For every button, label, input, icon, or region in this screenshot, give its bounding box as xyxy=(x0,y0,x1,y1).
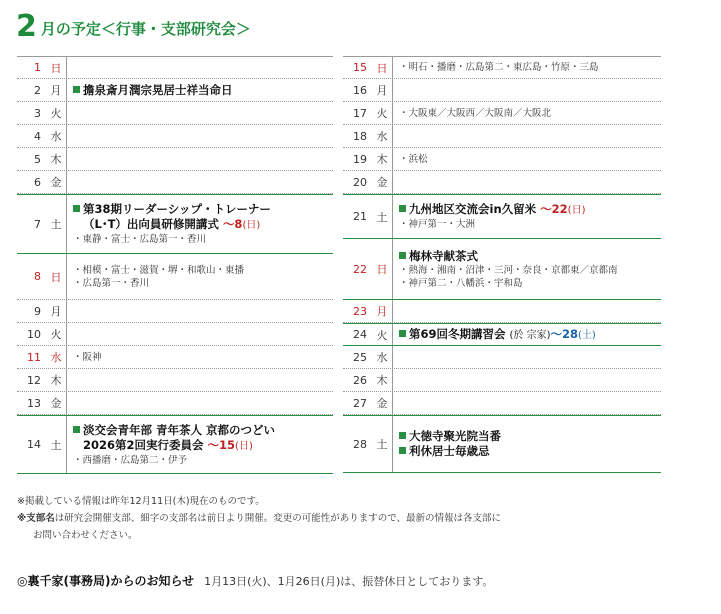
branch-list: ・浜松 xyxy=(399,153,428,165)
date-cell: 7 土 xyxy=(17,195,67,253)
event-title: 淡交会青年部 青年茶人 京都のつどい xyxy=(73,423,333,438)
title-text: 月の予定＜行事・支部研究会＞ xyxy=(40,20,251,38)
date-cell: 2 月 xyxy=(17,79,67,101)
footnote-3: お問い合わせください。 xyxy=(33,530,138,541)
date-cell: 25 水 xyxy=(343,346,393,368)
day-row-18 xyxy=(343,125,661,148)
branch-list: ・広島第一・香川 xyxy=(73,277,150,289)
day-row-26 xyxy=(343,369,661,392)
event-bullet-icon xyxy=(399,205,406,212)
event-cell xyxy=(67,392,333,414)
event-cell xyxy=(67,195,333,253)
calendar-right-column xyxy=(343,56,661,473)
day-row-14 xyxy=(17,415,333,474)
date-cell: 28 土 xyxy=(343,416,393,472)
event-title: 第38期リーダーシップ・トレーナー xyxy=(73,202,333,217)
event-title: 擔泉斎月潤宗晃居士祥当命日 xyxy=(73,83,333,98)
event-cell xyxy=(393,57,661,78)
event-cell xyxy=(67,102,333,124)
branch-list: ・神戸第二・八幡浜・宇和島 xyxy=(399,277,523,289)
day-row-28 xyxy=(343,415,661,473)
day-row-3 xyxy=(17,102,333,125)
day-row-21 xyxy=(343,194,661,239)
branch-list: ・相模・富士・滋賀・堺・和歌山・東播 xyxy=(73,264,245,276)
event-cell xyxy=(67,125,333,147)
date-cell: 5 木 xyxy=(17,148,67,170)
day-row-1 xyxy=(17,56,333,79)
event-title-cont: 2026第2回実行委員会 ～15(日) xyxy=(83,437,253,452)
date-cell: 14 土 xyxy=(17,416,67,473)
branch-list: ・明石・播磨・広島第二・東広島・竹原・三島 xyxy=(399,62,599,73)
page-title xyxy=(16,6,251,42)
day-row-19 xyxy=(343,148,661,171)
day-row-27 xyxy=(343,392,661,415)
branch-list: ・東静・富士・広島第一・香川 xyxy=(73,234,207,245)
event-title: 利休居士毎歳忌 xyxy=(399,444,661,459)
title-month: 2 xyxy=(16,9,37,44)
event-cell xyxy=(67,346,333,368)
date-cell: 12 木 xyxy=(17,369,67,391)
event-bullet-icon xyxy=(73,205,80,212)
event-cell xyxy=(67,79,333,101)
notice-text: 1月13日(火)、1月26日(月)は、振替休日としております。 xyxy=(204,575,494,588)
branch-list: ・西播磨・広島第二・伊予 xyxy=(73,454,188,466)
day-row-24 xyxy=(343,323,661,346)
notice-heading: ◎裏千家(事務局)からのお知らせ xyxy=(17,574,195,588)
calendar-left-column xyxy=(17,56,333,474)
event-cell xyxy=(393,324,661,345)
date-cell: 11 水 xyxy=(17,346,67,368)
day-row-15 xyxy=(343,56,661,79)
event-bullet-icon xyxy=(399,252,406,259)
event-cell xyxy=(67,171,333,193)
office-notice xyxy=(17,572,493,589)
event-bullet-icon xyxy=(399,432,406,439)
day-row-25 xyxy=(343,346,661,369)
event-cell xyxy=(393,102,661,124)
date-cell: 18 水 xyxy=(343,125,393,147)
event-cell xyxy=(67,57,333,78)
day-row-17 xyxy=(343,102,661,125)
event-cell xyxy=(67,369,333,391)
branch-list: ・神戸第一・大洲 xyxy=(399,219,476,230)
date-cell: 13 金 xyxy=(17,392,67,414)
event-cell xyxy=(67,254,333,299)
day-row-11 xyxy=(17,346,333,369)
day-row-10 xyxy=(17,323,333,346)
date-cell: 16 月 xyxy=(343,79,393,101)
branch-list: ・大阪東／大阪西／大阪南／大阪北 xyxy=(399,107,552,119)
day-row-23 xyxy=(343,300,661,323)
event-cell xyxy=(393,195,661,238)
day-row-9 xyxy=(17,300,333,323)
date-cell: 3 火 xyxy=(17,102,67,124)
event-cell xyxy=(393,125,661,147)
event-cell xyxy=(393,392,661,414)
event-bullet-icon xyxy=(399,330,406,337)
branch-list: ・阪神 xyxy=(73,351,102,363)
day-row-4 xyxy=(17,125,333,148)
day-row-6 xyxy=(17,171,333,194)
date-cell: 8 日 xyxy=(17,254,67,299)
date-cell: 9 月 xyxy=(17,300,67,322)
date-cell: 17 火 xyxy=(343,102,393,124)
date-cell: 21 土 xyxy=(343,195,393,238)
event-bullet-icon xyxy=(399,447,406,454)
date-cell: 24 火 xyxy=(343,324,393,345)
event-cell xyxy=(393,148,661,170)
event-cell xyxy=(393,239,661,299)
footnote-1: ※掲載している情報は昨年12月11日(木)現在のものです。 xyxy=(17,496,265,507)
event-title: 大徳寺聚光院当番 xyxy=(399,429,661,444)
event-cell xyxy=(393,79,661,101)
day-row-8 xyxy=(17,254,333,300)
day-row-20 xyxy=(343,171,661,194)
event-bullet-icon xyxy=(73,426,80,433)
day-row-2 xyxy=(17,79,333,102)
day-row-7 xyxy=(17,194,333,254)
event-title-cont: （L･T）出向員研修開講式 ～8(日) xyxy=(83,217,261,231)
event-cell xyxy=(67,300,333,322)
event-title: 梅林寺献茶式 xyxy=(399,249,661,264)
footnotes xyxy=(17,493,501,544)
date-cell: 26 木 xyxy=(343,369,393,391)
event-cell xyxy=(67,416,333,473)
date-cell: 6 金 xyxy=(17,171,67,193)
date-cell: 23 月 xyxy=(343,300,393,322)
date-cell: 20 金 xyxy=(343,171,393,193)
event-cell xyxy=(393,300,661,322)
event-bullet-icon xyxy=(73,86,80,93)
date-cell: 15 日 xyxy=(343,57,393,78)
date-cell: 22 日 xyxy=(343,239,393,299)
event-title: 九州地区交流会in久留米 ～22(日) xyxy=(399,202,661,218)
day-row-12 xyxy=(17,369,333,392)
date-cell: 1 日 xyxy=(17,57,67,78)
event-cell xyxy=(393,416,661,472)
date-cell: 10 火 xyxy=(17,323,67,345)
date-cell: 19 木 xyxy=(343,148,393,170)
event-cell xyxy=(67,323,333,345)
date-cell: 4 水 xyxy=(17,125,67,147)
day-row-13 xyxy=(17,392,333,415)
event-cell xyxy=(393,369,661,391)
footnote-2: ※支部名は研究会開催支部、細字の支部名は前日より開催。変更の可能性がありますので、最新の情報は各支部に xyxy=(17,513,502,524)
event-cell xyxy=(67,148,333,170)
event-title: 第69回冬期講習会 (於 宗家)～28(土) xyxy=(399,327,661,343)
day-row-16 xyxy=(343,79,661,102)
date-cell: 27 金 xyxy=(343,392,393,414)
day-row-22 xyxy=(343,239,661,300)
branch-list: ・熱海・湘南・沼津・三河・奈良・京都東／京都南 xyxy=(399,264,618,276)
event-cell xyxy=(393,346,661,368)
event-cell xyxy=(393,171,661,193)
day-row-5 xyxy=(17,148,333,171)
